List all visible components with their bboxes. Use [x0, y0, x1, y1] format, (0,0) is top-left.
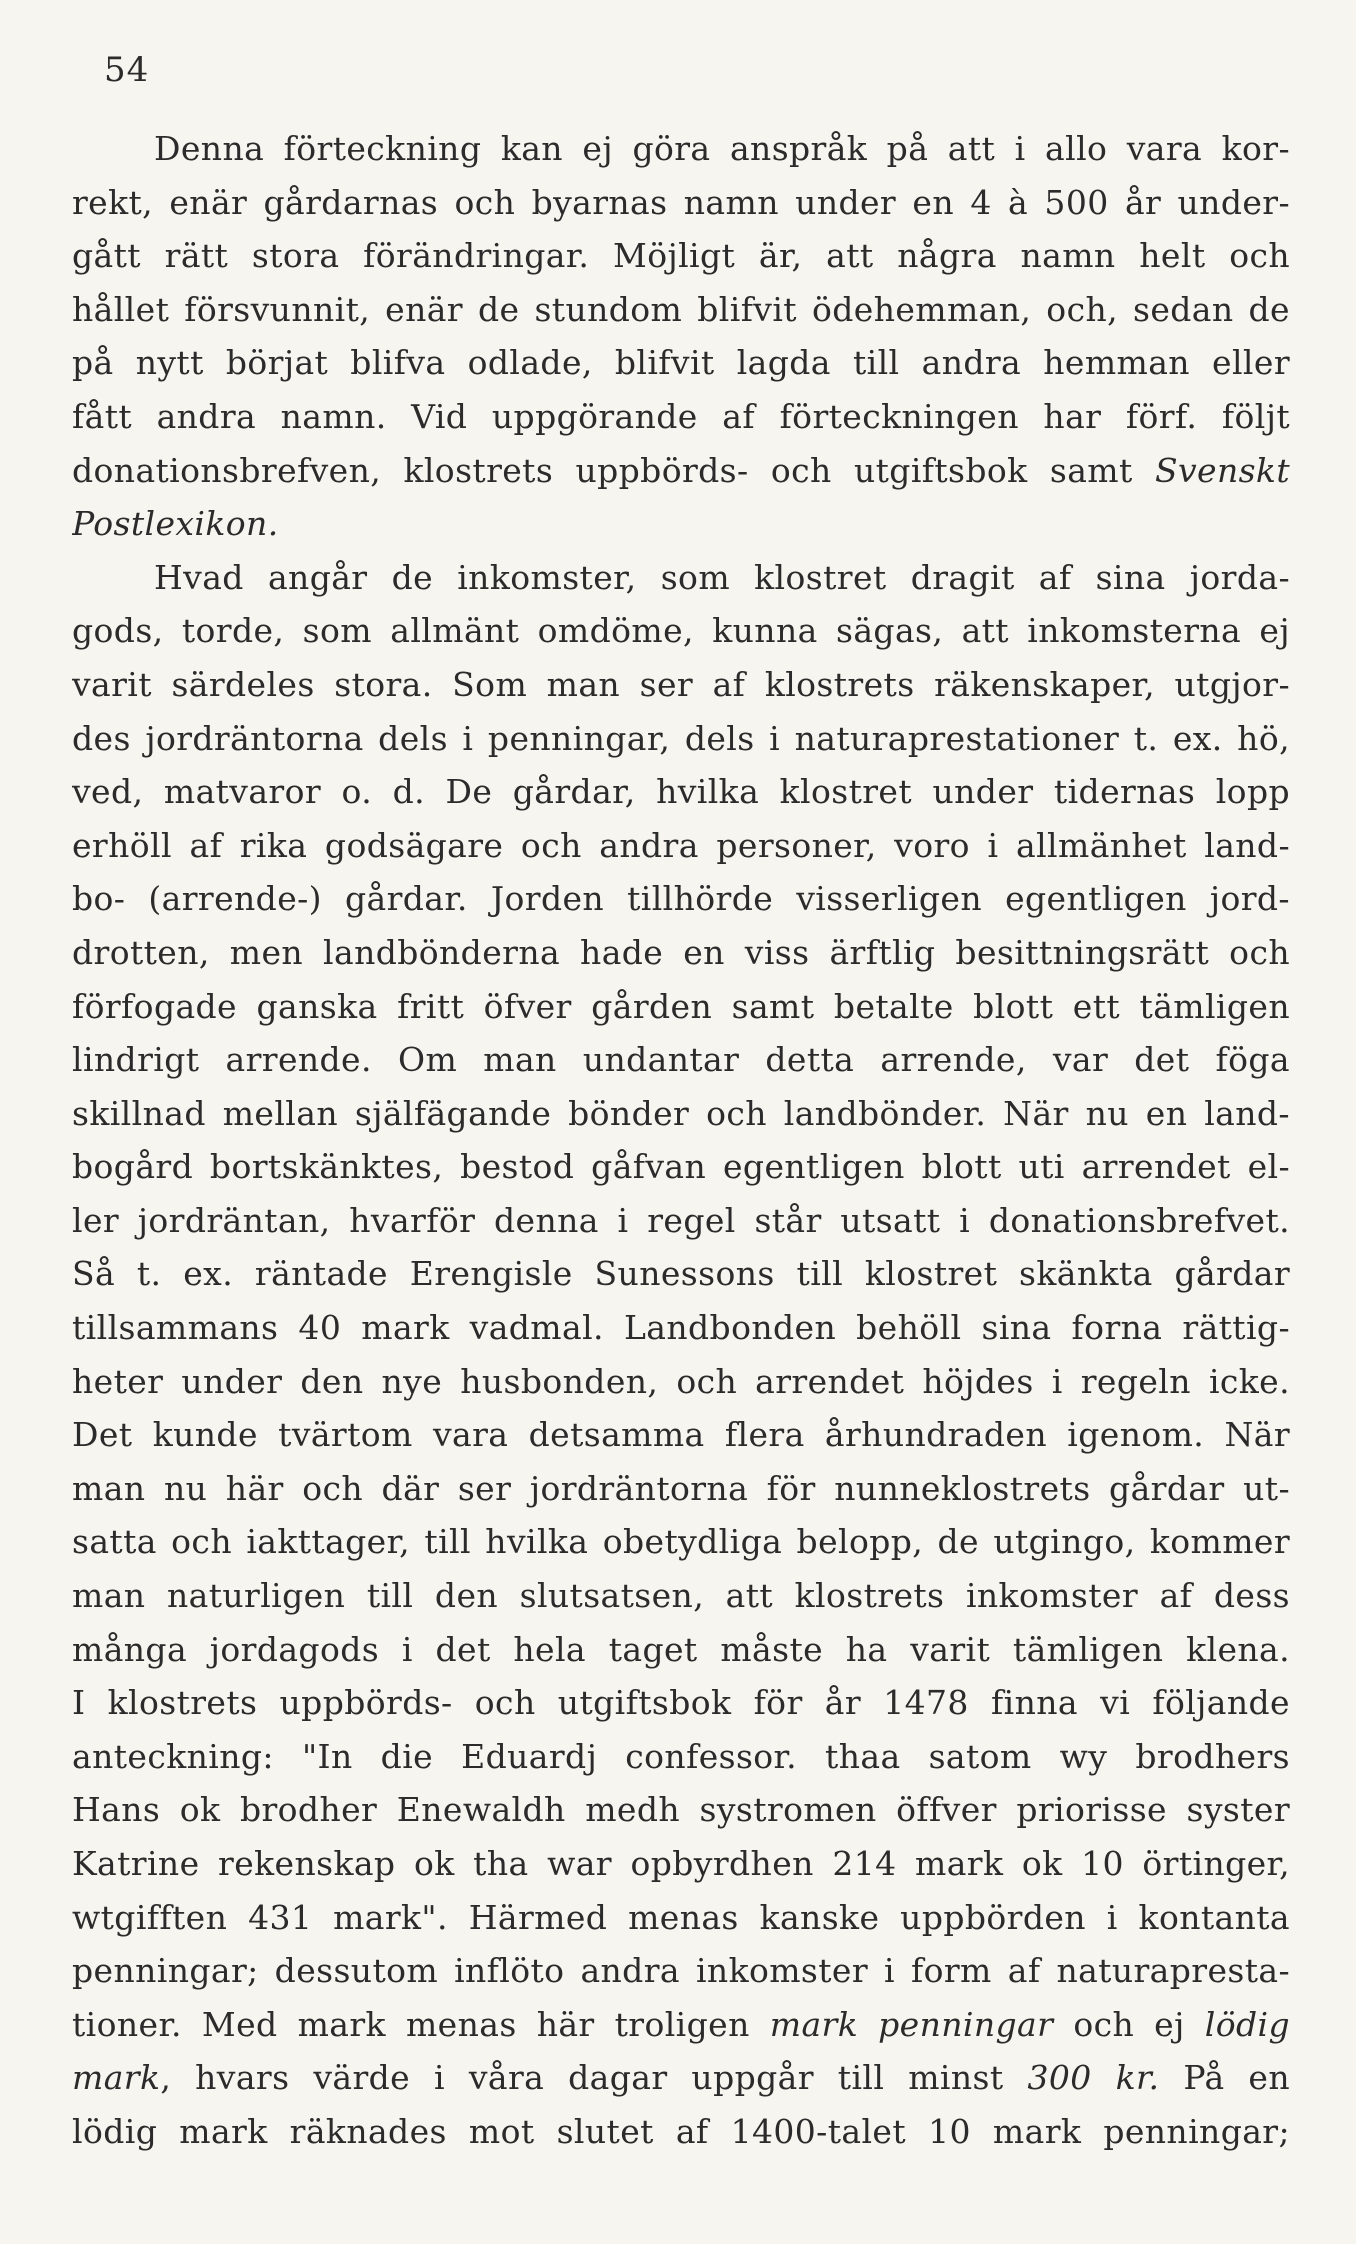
line-text: många jordagods i det hela taget måste ha varit tämligen klena. — [72, 1629, 1290, 1669]
italic-text: Svenskt — [1154, 450, 1290, 490]
line-text: Det kunde tvärtom vara detsamma flera århundraden igenom. När — [72, 1415, 1290, 1455]
text-line — [72, 658, 1290, 712]
text-line — [72, 176, 1290, 230]
text-line — [72, 1408, 1290, 1462]
text-line — [72, 604, 1290, 658]
text-line — [72, 1944, 1290, 1998]
line-text: gods, torde, som allmänt omdöme, kunna sägas, att inkomsterna ej — [72, 611, 1290, 651]
line-text: heter under den nye husbonden, och arrendet höjdes i regeln icke. — [72, 1361, 1290, 1401]
text-line — [72, 1623, 1290, 1677]
line-text: Hans ok brodher Enewaldh medh systromen öffver priorisse syster — [72, 1790, 1290, 1830]
italic-text: mark — [72, 2058, 161, 2098]
line-text: skillnad mellan själfägande bönder och landbönder. När nu en land- — [72, 1093, 1290, 1133]
text-line — [72, 1301, 1290, 1355]
line-text: ler jordräntan, hvarför denna i regel står utsatt i donationsbrefvet. — [72, 1200, 1290, 1240]
line-text: Så t. ex. räntade Erengisle Sunessons till klostret skänkta gårdar — [72, 1254, 1290, 1294]
line-text: wtgifften 431 mark". Härmed menas kanske uppbörden i kontanta — [72, 1897, 1290, 1937]
line-text: Hvad angår de inkomster, som klostret dragit af sina jorda- — [154, 557, 1290, 597]
text-line — [72, 1891, 1290, 1945]
text-line — [72, 926, 1290, 980]
line-text: gått rätt stora förändringar. Möjligt är, att några namn helt och — [72, 236, 1290, 276]
italic-text: 300 kr. — [1027, 2058, 1160, 2098]
text-line — [72, 1087, 1290, 1141]
line-text: erhöll af rika godsägare och andra personer, voro i allmänhet land- — [72, 825, 1290, 865]
line-text: ved, matvaror o. d. De gårdar, hvilka klostret under tidernas lopp — [72, 772, 1290, 812]
line-text: man naturligen till den slutsatsen, att klostrets inkomster af dess — [72, 1576, 1290, 1616]
line-text: hållet försvunnit, enär de stundom blifvit ödehemman, och, sedan de — [72, 289, 1290, 329]
page-number: 54 — [104, 50, 150, 90]
text-line — [72, 1783, 1290, 1837]
line-text: På en — [1183, 2058, 1290, 2098]
line-text: anteckning: "In die Eduardj confessor. thaa satom wy brodhers — [72, 1736, 1290, 1776]
line-text: rekt, enär gårdarnas och byarnas namn under en 4 à 500 år under- — [72, 182, 1290, 222]
line-text: , hvars värde i våra dagar uppgår till minst — [160, 2058, 1004, 2098]
text-line — [72, 283, 1290, 337]
line-text: fått andra namn. Vid uppgörande af förteckningen har förf. följt — [72, 396, 1290, 436]
italic-text: lödig — [1204, 2004, 1290, 2044]
line-text: des jordräntorna dels i penningar, dels i naturaprestationer t. ex. hö, — [72, 718, 1290, 758]
text-line — [72, 1676, 1290, 1730]
italic-text: mark penningar — [769, 2004, 1054, 2044]
line-text: och ej — [1073, 2004, 1185, 2044]
body-text — [72, 122, 1290, 2159]
line-text: varit särdeles stora. Som man ser af klostrets räkenskaper, utgjor- — [72, 664, 1290, 704]
line-text: tillsammans 40 mark vadmal. Landbonden behöll sina forna rättig- — [72, 1308, 1290, 1348]
text-line — [72, 1998, 1290, 2052]
text-line — [72, 980, 1290, 1034]
text-line — [72, 1194, 1290, 1248]
text-line — [72, 229, 1290, 283]
line-text: bo- (arrende-) gårdar. Jorden tillhörde visserligen egentligen jord- — [72, 879, 1290, 919]
text-line — [72, 1515, 1290, 1569]
text-line — [72, 765, 1290, 819]
text-line — [72, 2105, 1290, 2159]
text-line — [72, 712, 1290, 766]
line-text: bogård bortskänktes, bestod gåfvan egentligen blott uti arrendet el- — [72, 1147, 1290, 1187]
line-text: penningar; dessutom inflöto andra inkomster i form af naturapresta- — [72, 1951, 1290, 1991]
line-text: Katrine rekenskap ok tha war opbyrdhen 214 mark ok 10 örtinger, — [72, 1844, 1290, 1883]
text-line — [72, 1033, 1290, 1087]
text-line — [72, 336, 1290, 390]
line-text: Denna förteckning kan ej göra anspråk på att i allo vara kor- — [154, 129, 1290, 168]
text-line — [72, 1247, 1290, 1301]
line-text: donationsbrefven, klostrets uppbörds- och utgiftsbok samt — [72, 450, 1133, 490]
text-line — [72, 390, 1290, 444]
line-text: lödig mark räknades mot slutet af 1400-talet 10 mark penningar; — [72, 2111, 1290, 2151]
text-line — [72, 872, 1290, 926]
line-text: på nytt börjat blifva odlade, blifvit lagda till andra hemman eller — [72, 343, 1290, 383]
text-line — [72, 1837, 1290, 1891]
text-line — [72, 1462, 1290, 1516]
line-text: drotten, men landbönderna hade en viss ärftlig besittningsrätt och — [72, 932, 1290, 972]
text-line — [72, 497, 1290, 551]
line-text: man nu här och där ser jordräntorna för nunneklostrets gårdar ut- — [72, 1468, 1290, 1508]
text-line — [72, 551, 1290, 605]
line-text: tioner. Med mark menas här troligen — [72, 2004, 750, 2044]
text-line — [72, 1140, 1290, 1194]
line-text: satta och iakttager, till hvilka obetydliga belopp, de utgingo, kommer — [72, 1522, 1290, 1562]
line-text: förfogade ganska fritt öfver gården samt betalte blott ett tämligen — [72, 986, 1290, 1026]
text-line — [72, 444, 1290, 498]
text-line — [72, 1355, 1290, 1409]
italic-text: Postlexikon. — [72, 504, 279, 544]
line-text: I klostrets uppbörds- och utgiftsbok för år 1478 finna vi följande — [72, 1683, 1290, 1723]
text-line — [72, 819, 1290, 873]
text-line — [72, 2051, 1290, 2105]
text-line — [72, 1569, 1290, 1623]
text-line — [72, 122, 1290, 176]
text-line — [72, 1730, 1290, 1784]
line-text: lindrigt arrende. Om man undantar detta arrende, var det föga — [72, 1040, 1290, 1080]
